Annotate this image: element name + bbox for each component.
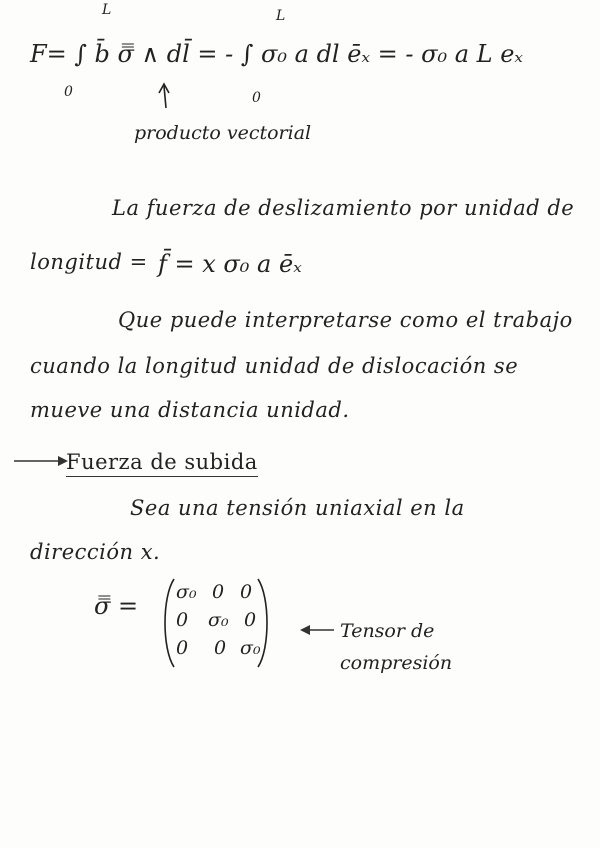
integral-upper-limit-2: L <box>276 8 286 24</box>
matrix-cell-2-3: 0 <box>244 609 257 631</box>
force-integral-text: F= ∫ b̄ σ̿ ∧ dl̄ = - ∫ σ₀ a dl ēₓ = - σ₀ a L eₓ <box>30 40 523 68</box>
matrix-cell-3-3: σ₀ <box>240 637 261 659</box>
per-length-label: longitud = <box>30 250 148 274</box>
integral-lower-limit-2: 0 <box>252 90 261 106</box>
matrix-cell-3-1: 0 <box>176 637 189 659</box>
matrix-cell-2-1: 0 <box>176 609 189 631</box>
paragraph-1-line-1: La fuerza de deslizamiento por unidad de <box>112 196 575 220</box>
section-line-1: Sea una tensión uniaxial en la <box>130 496 465 520</box>
stress-tensor-matrix <box>160 577 272 669</box>
section-heading: Fuerza de subida <box>66 450 258 477</box>
matrix-cell-3-2: 0 <box>214 637 227 659</box>
matrix-cell-1-2: 0 <box>212 581 225 603</box>
integral-lower-limit: 0 <box>64 84 73 100</box>
stress-tensor-lhs: σ̿ = <box>94 592 139 620</box>
matrix-cell-2-2: σ₀ <box>208 609 229 631</box>
paragraph-2-line-2: cuando la longitud unidad de dislocación se <box>30 354 519 378</box>
matrix-cell-1-3: 0 <box>240 581 253 603</box>
paragraph-2-line-1: Que puede interpretarse como el trabajo <box>118 308 573 332</box>
matrix-left-paren <box>160 577 176 669</box>
per-length-equation: f̄ = x σ₀ a ēₓ <box>158 250 302 278</box>
matrix-cell-1-1: σ₀ <box>176 581 197 603</box>
arrow-note: producto vectorial <box>134 122 312 144</box>
paragraph-2-line-3: mueve una distancia unidad. <box>30 398 350 422</box>
matrix-note-line-1: Tensor de <box>340 620 435 642</box>
matrix-arrow-head <box>300 625 310 635</box>
section-line-2: dirección x. <box>30 540 161 564</box>
matrix-note-line-2: compresión <box>340 652 453 674</box>
integral-upper-limit: L <box>102 2 112 18</box>
up-arrow-shaft <box>164 86 166 108</box>
